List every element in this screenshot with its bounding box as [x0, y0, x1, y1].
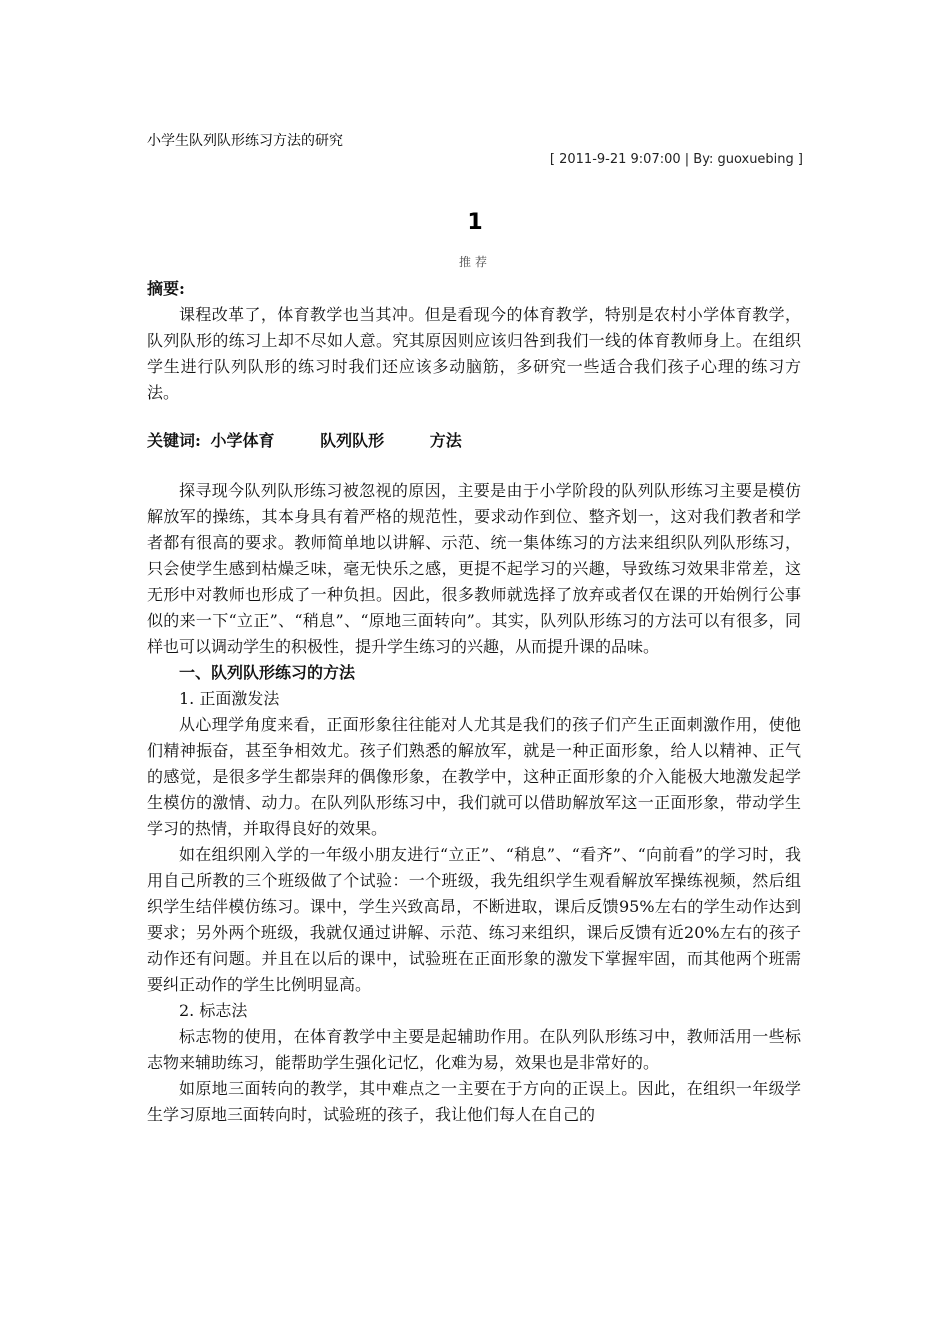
body-paragraph: 如原地三面转向的教学，其中难点之一主要在于方向的正误上。因此，在组织一年级学生学习原地三面转向时，试验班的孩子，我让他们每人在自己的 [147, 1079, 801, 1124]
article-title: 小学生队列队形练习方法的研究 [147, 133, 343, 149]
recommend-button[interactable]: 推荐 [458, 255, 491, 269]
recommend-count: 1 [467, 210, 483, 235]
subsection-heading: 1. 正面激发法 [179, 689, 280, 708]
body-paragraph: 从心理学角度来看，正面形象往往能对人尤其是我们的孩子们产生正面刺激作用，使他们精神振奋，甚至争相效尤。孩子们熟悉的解放军，就是一种正面形象，给人以精神、正气的感觉，是很多学生都崇拜的偶像形象，在教学中，这种正面形象的介入能极大地激发起学生模仿的激情、动力。在队列队形练习中，我们就可以借助解放军这一正面形象，带动学生学习的热情，并取得良好的效果。 [147, 715, 801, 838]
body-paragraph: 如在组织刚入学的一年级小朋友进行“立正”、“稍息”、“看齐”、“向前看”的学习时，我用自己所教的三个班级做了个试验：一个班级，我先组织学生观看解放军操练视频，然后组织学生结伴模仿练习。课中，学生兴致高昂，不断进取，课后反馈95%左右的学生动作达到要求；另外两个班级，我就仅通过讲解、示范、练习来组织，课后反馈有近20%左右的孩子动作还有问题。并且在以后的课中，试验班在正面形象的激发下掌握牢固，而其他两个班需要纠正动作的学生比例明显高。 [147, 845, 801, 994]
abstract-text: 课程改革了，体育教学也当其冲。但是看现今的体育教学，特别是农村小学体育教学，队列队形的练习上却不尽如人意。究其原因则应该归咎到我们一线的体育教师身上。在组织学生进行队列队形的练习时我们还应该多动脑筋，多研究一些适合我们孩子心理的练习方法。 [147, 305, 801, 402]
abstract-heading: 摘要: [147, 279, 185, 298]
article-body [147, 276, 801, 1128]
keyword-item: 队列队形 [320, 431, 385, 450]
body-paragraph: 标志物的使用，在体育教学中主要是起辅助作用。在队列队形练习中，教师活用一些标志物来辅助练习，能帮助学生强化记忆，化难为易，效果也是非常好的。 [147, 1027, 801, 1072]
subsection-heading: 2. 标志法 [179, 1001, 248, 1020]
keyword-item: 方法 [429, 431, 462, 450]
keywords-line [147, 428, 801, 454]
intro-paragraph: 探寻现今队列队形练习被忽视的原因，主要是由于小学阶段的队列队形练习主要是模仿解放军的操练，其本身具有着严格的规范性，要求动作到位、整齐划一，这对我们教者和学者都有很高的要求。教师简单地以讲解、示范、统一集体练习的方法来组织队列队形练习，只会使学生感到枯燥乏味，毫无快乐之感，更提不起学习的兴趣，导致练习效果非常差，这无形中对教师也形成了一种负担。因此，很多教师就选择了放弃或者仅在课的开始例行公事似的来一下“立正”、“稍息”、“原地三面转向”。其实，队列队形练习的方法可以有很多，同样也可以调动学生的积极性，提升学生练习的兴趣，从而提升课的品味。 [147, 481, 801, 656]
keywords-label: 关键词: [147, 431, 201, 450]
spacer [147, 454, 801, 478]
section-heading: 一、队列队形练习的方法 [179, 663, 356, 682]
keyword-item: 小学体育 [210, 431, 275, 450]
article-meta: [ 2011-9-21 9:07:00 | By: guoxuebing ] [549, 152, 803, 167]
